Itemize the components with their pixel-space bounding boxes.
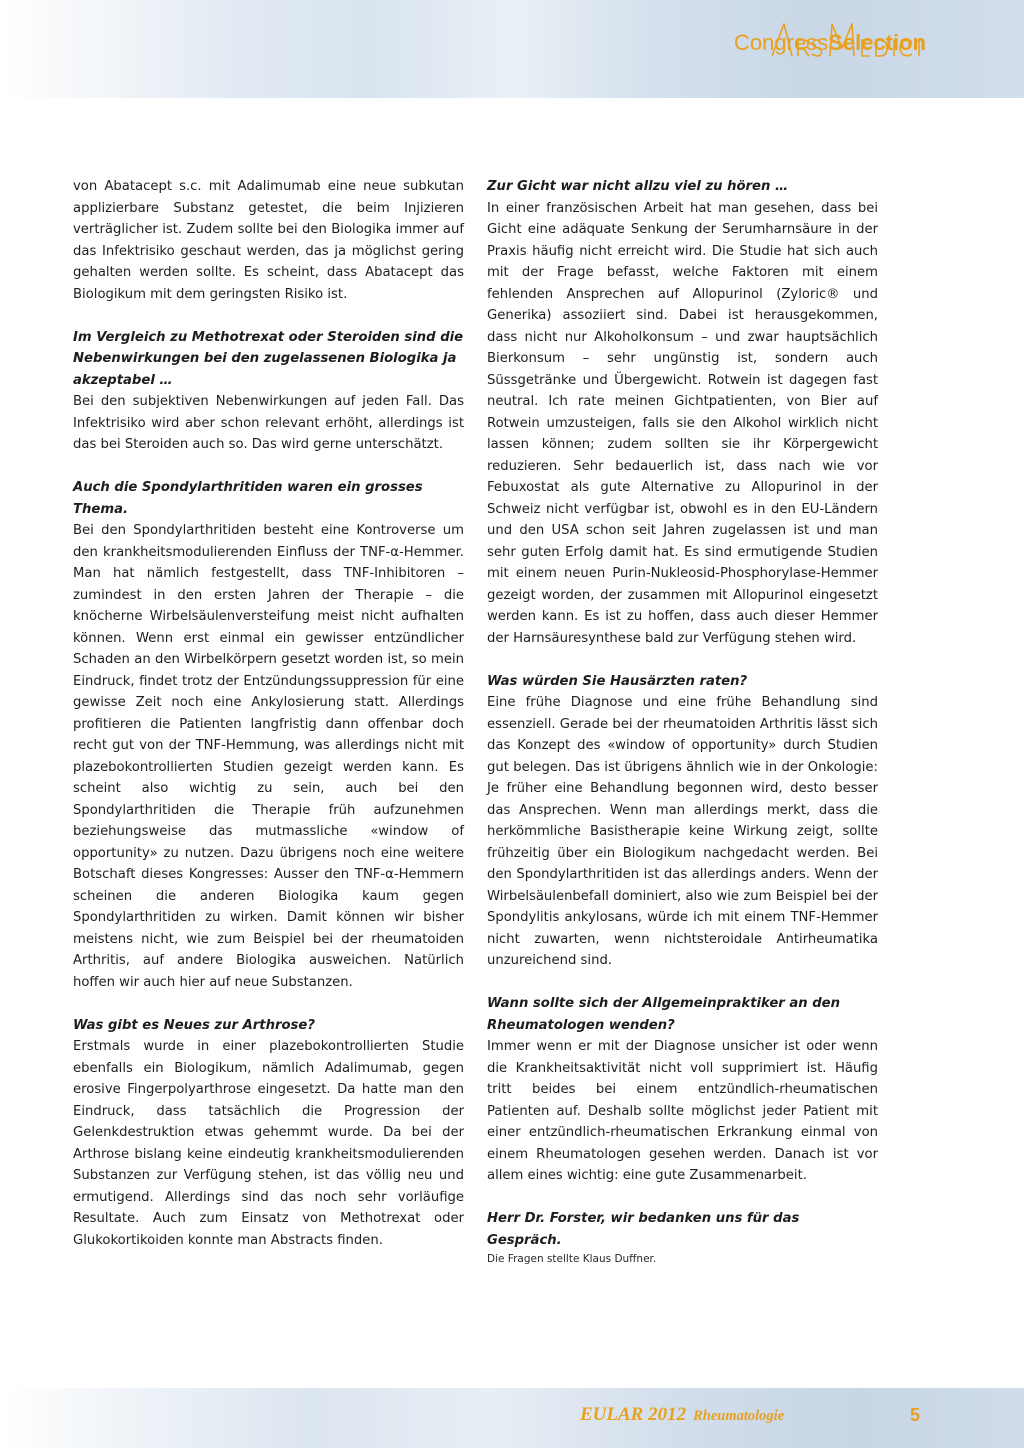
footer-event: EULAR 2012: [580, 1404, 687, 1425]
section-gap: [73, 456, 464, 478]
footer-band: [0, 1388, 1024, 1448]
section-gap: [487, 1187, 878, 1209]
section-gap: [73, 305, 464, 327]
page-number: 5: [910, 1405, 921, 1425]
answer-paragraph: von Abatacept s.c. mit Adalimumab eine neue subkutan applizierbare Substanz getestet, die beim Injizieren verträglicher ist. Zudem sollte bei den Biologika immer auf das Infektrisiko geschaut werden, das ja möglichst gering gehalten werden sollte. Es scheint, dass Abatacept das Biologikum mit dem geringsten Risiko ist.: [73, 179, 464, 302]
ars-medici-logo: [770, 18, 930, 58]
brand-bold: Selection: [828, 30, 926, 55]
interview-question: Wann sollte sich der Allgemeinpraktiker an den Rheumatologen wenden?: [487, 996, 841, 1033]
answer-paragraph: Bei den Spondylarthritiden besteht eine Kontroverse um den krankheitsmodulierenden Einfluss der TNF-α-Hemmer. Man hat nämlich festgestellt, dass TNF-Inhibitoren – zumindest in den ersten Jahren der Therapie – die knöcherne Wirbelsäulenversteifung meist nicht aufhalten können. Wenn erst einmal ein gewisser entzündlicher Schaden an den Wirbelkörpern gesetzt worden ist, so mein Eindruck, findet trotz der Entzündungssuppression für eine gewisse Zeit noch eine Ankylosierung statt. Allerdings profitieren die Patienten langfristig dann offenbar doch recht gut von der TNF-Hemmung, was allerdings nicht mit plazebokontrollierten Studien gezeigt werden kann. Es scheint also wichtig zu sein, auch bei den Spondylarthritiden die Therapie früh aufzunehmen beziehungsweise das mutmassliche «window of opportunity» zu nutzen. Dazu übrigens noch eine weitere Botschaft dieses Kongresses: Ausser den TNF-α-Hemmern scheinen die anderen Biologika kaum gegen Spondylarthritiden zu wirken. Damit können wir bisher meistens nicht, wie zum Beispiel bei der rheumatoiden Arthritis, auf andere Biologika ausweichen. Natürlich hoffen wir auch hier auf neue Substanzen.: [73, 523, 464, 990]
interview-question: Herr Dr. Forster, wir bedanken uns für das Gespräch.: [487, 1211, 800, 1248]
interview-question: Was würden Sie Hausärzten raten?: [487, 673, 748, 689]
right-column: [487, 176, 878, 1267]
section-gap: [73, 993, 464, 1015]
answer-paragraph: Immer wenn er mit der Diagnose unsicher ist oder wenn die Krankheitsaktivität nicht voll supprimiert ist. Häufig tritt beides bei einem entzündlich-rheumatischen Patienten auf. Deshalb sollte möglichst jeder Patient mit einer entzündlich-rheumatischen Erkrankung einmal von einem Rheumatologen gesehen werden. Danach ist vor allem eines wichtig: eine gute Zusammenarbeit.: [487, 1039, 878, 1183]
interviewer-credit: Die Fragen stellte Klaus Duffner.: [487, 1253, 657, 1265]
answer-paragraph: In einer französischen Arbeit hat man gesehen, dass bei Gicht eine adäquate Senkung der Serumharnsäure in der Praxis häufig nicht erreicht wird. Die Studie hat sich auch mit der Frage befasst, welche Faktoren mit einem fehlenden Ansprechen auf Allopurinol (Zyloric® und Generika) assoziiert sind. Dabei ist herausgekommen, dass nicht nur Alkoholkonsum – und zwar hauptsächlich Bierkonsum – sehr ungünstig ist, sondern auch Süssgetränke und Übergewicht. Rotwein ist dagegen fast neutral. Ich rate meinen Gichtpatienten, von Bier auf Rotwein umzusteigen, falls sie den Alkohol wirklich nicht lassen können; zudem sollten sie ihr Körpergewicht reduzieren. Sehr bedauerlich ist, dass nach wie vor Febuxostat als gute Alternative zu Allopurinol in der Schweiz nicht verfügbar ist, obwohl es in den EU-Ländern und den USA schon seit Jahren zugelassen ist und man sehr guten Erfolg damit hat. Es sind ermutigende Studien mit einem neuen Purin-Nukleosid-Phosphorylase-Hemmer gezeigt worden, der zusammen mit Allopurinol eingesetzt werden kann. Es ist zu hoffen, dass auch dieser Hemmer der Harnsäuresynthese bald zur Verfügung stehen wird.: [487, 200, 878, 646]
section-gap: [487, 649, 878, 671]
answer-paragraph: Eine frühe Diagnose und eine frühe Behandlung sind essenziell. Gerade bei der rheumatoiden Arthritis lässt sich das Konzept des «window of opportunity» durch Studien gut belegen. Das ist übrigens ähnlich wie in der Onkologie: Je früher eine Behandlung begonnen wird, desto besser das Ansprechen. Wenn man allerdings merkt, dass die herkömmliche Basistherapie keine Wirkung zeigt, sollte frühzeitig über ein Biologikum nachgedacht werden. Bei den Spondylarthritiden ist das allerdings anders. Wenn der Wirbelsäulenbefall dominiert, also wie zum Beispiel bei der Spondylitis ankylosans, würde ich mit einem TNF-Hemmer nicht zuwarten, wenn nichtsteroidale Antirheumatika unzureichend sind.: [487, 695, 878, 968]
answer-paragraph: Erstmals wurde in einer plazebokontrollierten Studie ebenfalls ein Biologikum, nämlich Adalimumab, gegen erosive Fingerpolyarthrose eingesetzt. Da hatte man den Eindruck, dass tatsächlich die Progression der Gelenkdestruktion etwas gehemmt wurde. Da bei der Arthrose bislang keine eindeutig krankheitsmodulierenden Substanzen zur Verfügung stehen, ist das völlig neu und ermutigend. Allerdings sind das noch sehr vorläufige Resultate. Auch zum Einsatz von Methotrexat oder Glukokortikoiden konnte man Abstracts finden.: [73, 1039, 464, 1248]
brand-light: Congress: [734, 30, 829, 55]
answer-paragraph: Bei den subjektiven Nebenwirkungen auf jeden Fall. Das Infektrisiko wird aber schon relevant erhöht, allerdings ist das bei Steroiden auch so. Das wird gerne unterschätzt.: [73, 394, 464, 452]
interview-question: Auch die Spondylarthritiden waren ein grosses Thema.: [73, 480, 423, 517]
interview-question: Zur Gicht war nicht allzu viel zu hören …: [487, 179, 789, 194]
section-gap: [487, 972, 878, 994]
interview-question: Was gibt es Neues zur Arthrose?: [73, 1017, 315, 1033]
left-column: [73, 176, 464, 1251]
footer-section: Rheumatologie: [693, 1408, 785, 1424]
interview-question: Im Vergleich zu Methotrexat oder Steroiden sind die Nebenwirkungen bei den zugelassenen Biologika ja akzeptabel …: [73, 329, 464, 388]
footer-title: [580, 1404, 784, 1426]
